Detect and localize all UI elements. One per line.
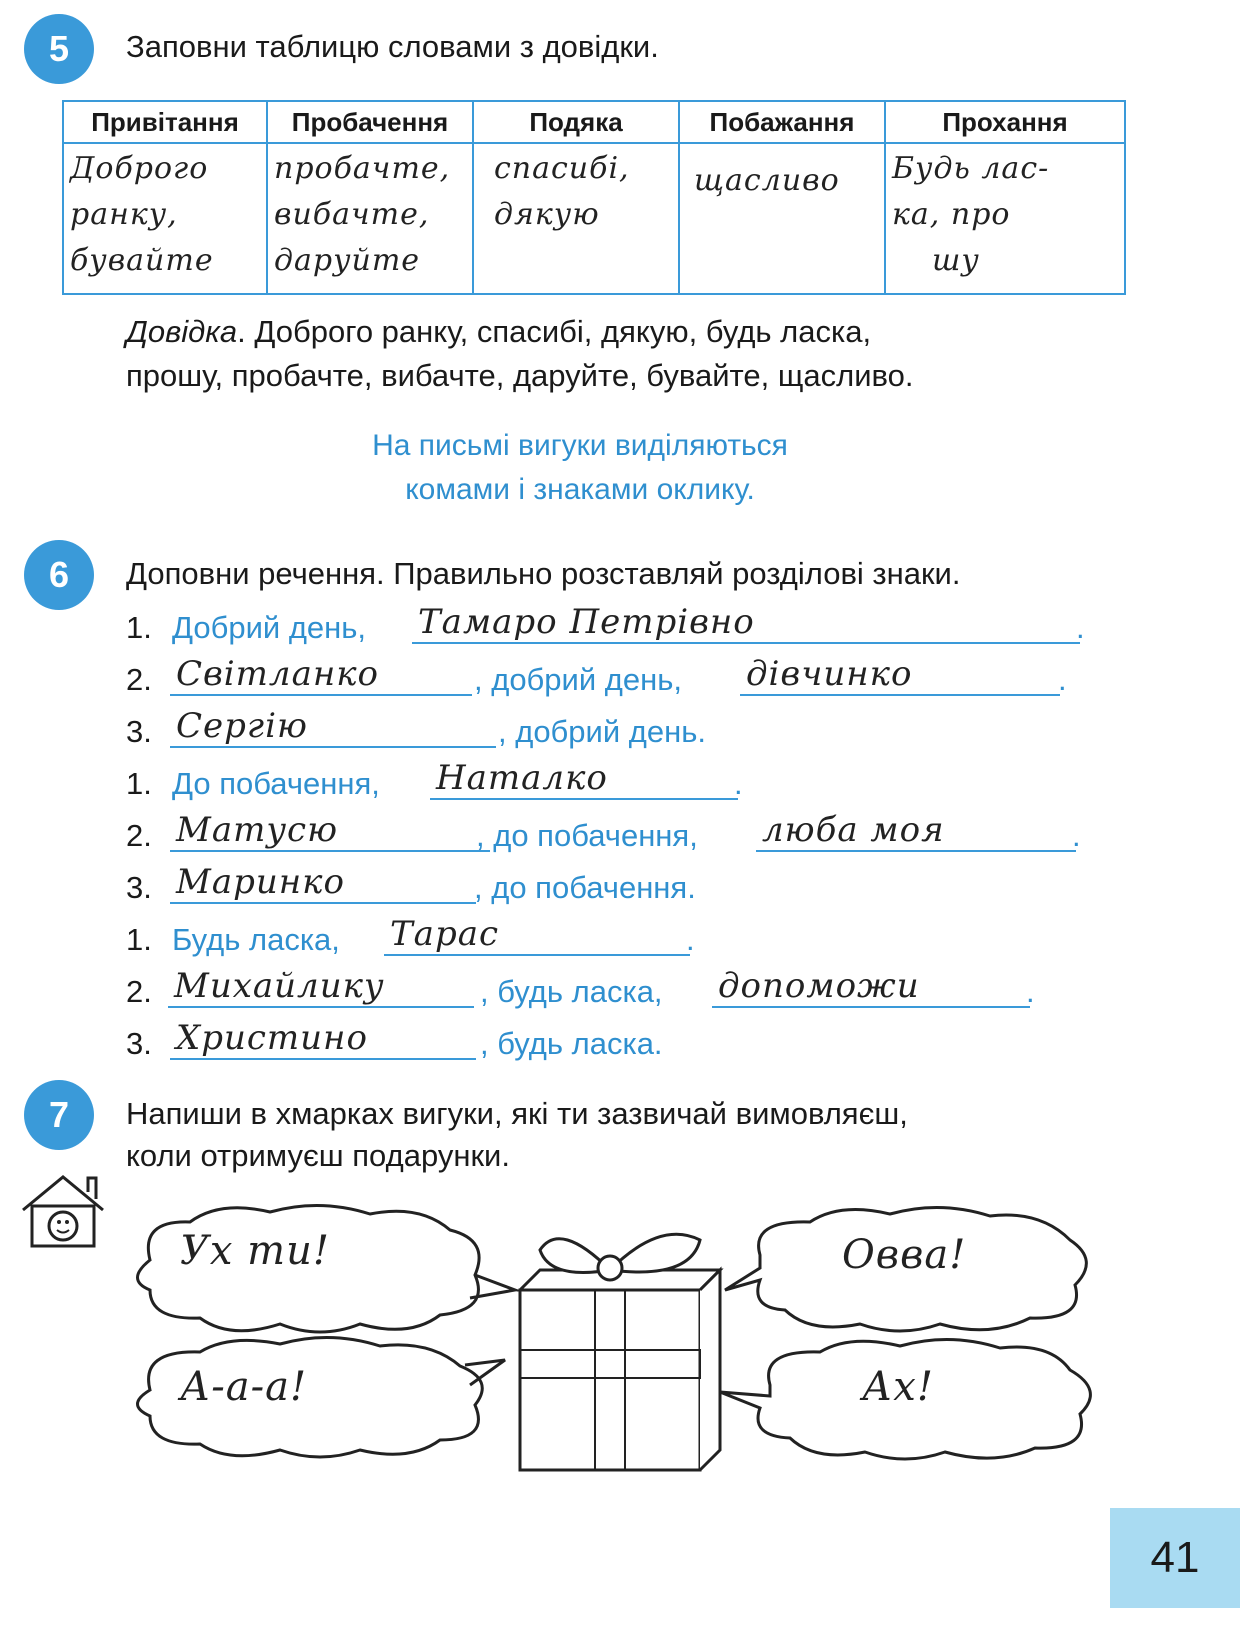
sentence-middle: , до побачення. — [474, 870, 696, 905]
gift-box-icon — [520, 1234, 720, 1470]
sentence-end: . — [1072, 818, 1081, 853]
sentence-number: 1. — [126, 922, 152, 957]
table-cell-answer[interactable]: щасливо — [694, 163, 840, 198]
task-7-instruction: Напиши в хмарках вигуки, які ти зазвичай вимовляєш, коли отримуєш подарунки. — [126, 1096, 908, 1173]
answer-field[interactable]: Тарас — [384, 912, 690, 956]
table-header: Подяка — [529, 106, 623, 137]
table-header: Привітання — [91, 106, 239, 137]
table-cell-answer[interactable]: спасибі, дякую — [494, 151, 630, 232]
answer-field[interactable]: люба моя — [756, 808, 1076, 852]
sentence-number: 2. — [126, 974, 152, 1009]
task-7-number: 7 — [24, 1080, 94, 1150]
task-5-instruction: Заповни таблицю словами з довідки. — [126, 29, 659, 64]
sentence-end: . — [686, 922, 695, 957]
sentence-start: До побачення, — [172, 766, 380, 801]
rule-note: На письмі вигуки виділяються комами і знаками оклику. — [372, 429, 788, 506]
bubble-text-1[interactable]: Ух ти! — [180, 1228, 330, 1274]
sentence-middle: , будь ласка, — [480, 974, 663, 1009]
table-cell-answer[interactable]: Будь лас- ка, про шу — [892, 151, 1050, 278]
table-cell-answer[interactable]: пробачте, вибачте, даруйте — [274, 151, 451, 278]
sentence-number: 3. — [126, 870, 152, 905]
table-col-wishes — [680, 102, 886, 293]
answer-field[interactable]: Наталко — [430, 756, 738, 800]
answer-field[interactable]: Світланко — [170, 652, 472, 696]
answer-field[interactable]: Сергію — [170, 704, 496, 748]
table-col-greetings — [64, 102, 268, 293]
sentence-end: . — [1058, 662, 1067, 697]
sentence-start: Добрий день, — [172, 610, 367, 645]
task-5-number: 5 — [24, 14, 94, 84]
page-number: 41 — [1110, 1508, 1240, 1608]
task-6-instruction: Доповни речення. Правильно розставляй розділові знаки. — [126, 556, 961, 591]
task-6-number: 6 — [24, 540, 94, 610]
reference-label: Довідка — [126, 314, 238, 349]
sentence-middle: , будь ласка. — [480, 1026, 663, 1061]
sentence-number: 3. — [126, 714, 152, 749]
table-col-requests — [886, 102, 1124, 293]
sentence-middle: , добрий день. — [498, 714, 707, 749]
sentence-number: 2. — [126, 818, 152, 853]
table-header: Побажання — [709, 106, 855, 137]
answer-field[interactable]: Тамаро Петрівно — [412, 600, 1080, 644]
sentence-start: Будь ласка, — [172, 922, 340, 957]
answer-field[interactable]: Матусю — [170, 808, 490, 852]
sentence-number: 1. — [126, 766, 152, 801]
sentence-end: . — [1026, 974, 1035, 1009]
table-cell-answer[interactable]: Доброго ранку, бувайте — [70, 151, 214, 278]
reference-text: Довідка. Доброго ранку, спасибі, дякую, будь ласка, прошу, пробачте, вибачте, даруйте, бувайте, щасливо. — [126, 314, 914, 393]
answer-field[interactable]: Михайлику — [168, 964, 474, 1008]
sentence-end: . — [734, 766, 743, 801]
sentence-number: 3. — [126, 1026, 152, 1061]
answer-field[interactable]: дівчинко — [740, 652, 1060, 696]
bubble-text-3[interactable]: А-а-а! — [180, 1364, 308, 1410]
sentence-middle: , до побачення, — [476, 818, 698, 853]
sentence-number: 2. — [126, 662, 152, 697]
homework-house-icon — [18, 1172, 108, 1250]
sentence-middle: , добрий день, — [474, 662, 683, 697]
answer-field[interactable]: Христино — [170, 1016, 476, 1060]
answer-field[interactable]: Маринко — [170, 860, 476, 904]
bubble-text-2[interactable]: Овва! — [842, 1232, 967, 1278]
sentence-number: 1. — [126, 610, 152, 645]
table-col-apology — [268, 102, 474, 293]
table-col-thanks — [474, 102, 680, 293]
answer-field[interactable]: допоможи — [712, 964, 1030, 1008]
table-header: Пробачення — [291, 106, 449, 137]
table-header: Прохання — [942, 106, 1068, 137]
greetings-table — [62, 100, 1126, 295]
sentence-end: . — [1076, 610, 1085, 645]
bubble-text-4[interactable]: Ах! — [862, 1364, 934, 1410]
